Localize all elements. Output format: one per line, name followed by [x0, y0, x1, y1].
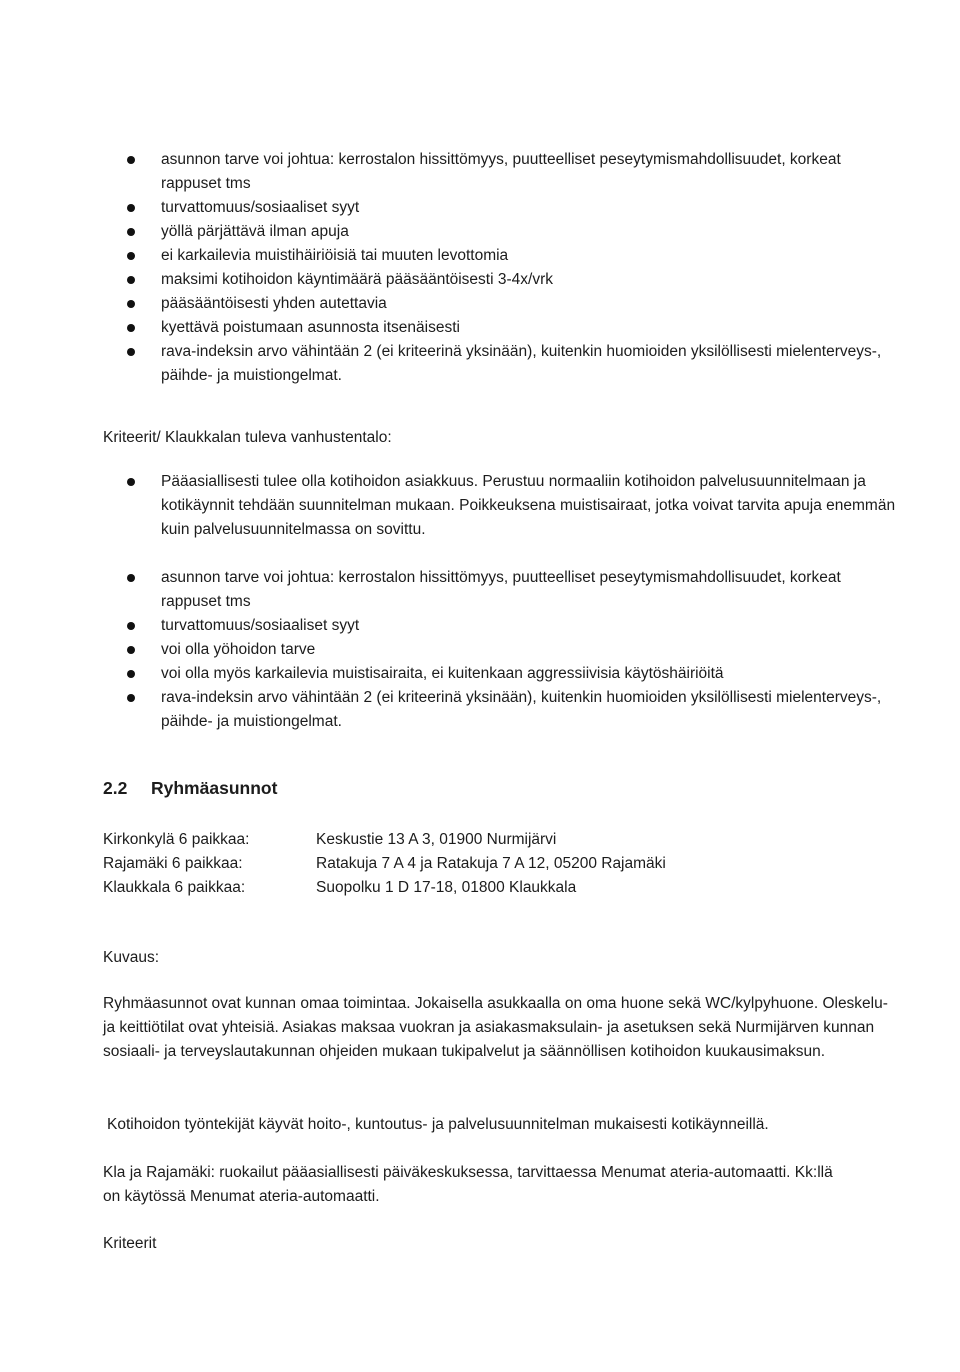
list-item: voi olla yöhoidon tarve	[103, 638, 903, 662]
criteria-list-1	[103, 148, 903, 388]
list-item: maksimi kotihoidon käyntimäärä pääsääntöisesti 3-4x/vrk	[103, 268, 903, 292]
criteria-list-2	[103, 470, 903, 542]
table-row	[103, 876, 666, 900]
places-table	[103, 828, 666, 900]
place-address: Keskustie 13 A 3, 01900 Nurmijärvi	[316, 831, 557, 848]
table-row	[103, 828, 666, 852]
kotihoito-paragraph: Kotihoidon työntekijät käyvät hoito-, kuntoutus- ja palvelusuunnitelman mukaisesti kotikäynneillä.	[107, 1116, 769, 1133]
kriteerit-label: Kriteerit	[103, 1235, 157, 1252]
list-item: Pääasiallisesti tulee olla kotihoidon asiakkuus. Perustuu normaaliin kotihoidon palvelusuunnitelmaan ja kotikäynnit tehdään suunnitelman mukaan. Poikkeuksena muistisairaat, jotka voivat tarvita apuja enemmän kuin palvelusuunnitelmassa on sovittu.	[103, 470, 903, 542]
criteria-label-klaukkala: Kriteerit/ Klaukkalan tuleva vanhustentalo:	[103, 429, 392, 446]
list-item: voi olla myös karkailevia muistisairaita, ei kuitenkaan aggressiivisia käytöshäiriöitä	[103, 662, 903, 686]
place-address: Suopolku 1 D 17-18, 01800 Klaukkala	[316, 879, 577, 896]
list-item: pääsääntöisesti yhden autettavia	[103, 292, 903, 316]
list-item: turvattomuus/sosiaaliset syyt	[103, 614, 903, 638]
list-item: kyettävä poistumaan asunnosta itsenäisesti	[103, 316, 903, 340]
list-item: ei karkailevia muistihäiriöisiä tai muuten levottomia	[103, 244, 903, 268]
place-name: Klaukkala 6 paikkaa:	[103, 879, 246, 896]
list-item: turvattomuus/sosiaaliset syyt	[103, 196, 903, 220]
list-item: asunnon tarve voi johtua: kerrostalon hissittömyys, puutteelliset peseytymismahdollisuudet, korkeat rappuset tms	[103, 148, 903, 196]
place-name: Kirkonkylä 6 paikkaa:	[103, 831, 250, 848]
kla-paragraph: Kla ja Rajamäki: ruokailut pääasiallisesti päiväkeskuksessa, tarvittaessa Menumat ateria-automaatti. Kk:llä on käytössä Menumat ateria-automaatti.	[103, 1164, 833, 1205]
kuvaus-label: Kuvaus:	[103, 949, 160, 966]
list-item: rava-indeksin arvo vähintään 2 (ei kriteerinä yksinään), kuitenkin huomioiden yksilöllisesti mielenterveys-, päihde- ja muistiongelmat.	[103, 340, 903, 388]
criteria-list-3	[103, 566, 903, 734]
description-paragraph: Ryhmäasunnot ovat kunnan omaa toimintaa. Jokaisella asukkaalla on oma huone sekä WC/kylpyhuone. Oleskelu- ja keittiötilat ovat yhteisiä. Asiakas maksaa vuokran ja asiakasmaksulain- ja asetuksen sekä Nurmijärven kunnan sosiaali- ja terveyslautakunnan ohjeiden mukaan tukipalvelut ja säännöllisen kotihoidon kuukausimaksun.	[103, 995, 888, 1060]
list-item: asunnon tarve voi johtua: kerrostalon hissittömyys, puutteelliset peseytymismahdollisuudet, korkeat rappuset tms	[103, 566, 903, 614]
section-title: Ryhmäasunnot	[151, 778, 278, 798]
place-name: Rajamäki 6 paikkaa:	[103, 855, 243, 872]
list-item: yöllä pärjättävä ilman apuja	[103, 220, 903, 244]
table-row	[103, 852, 666, 876]
section-heading	[103, 776, 277, 800]
place-address: Ratakuja 7 A 4 ja Ratakuja 7 A 12, 05200 Rajamäki	[316, 855, 666, 872]
list-item: rava-indeksin arvo vähintään 2 (ei kriteerinä yksinään), kuitenkin huomioiden yksilöllisesti mielenterveys-, päihde- ja muistiongelmat.	[103, 686, 903, 734]
section-number: 2.2	[103, 778, 128, 798]
